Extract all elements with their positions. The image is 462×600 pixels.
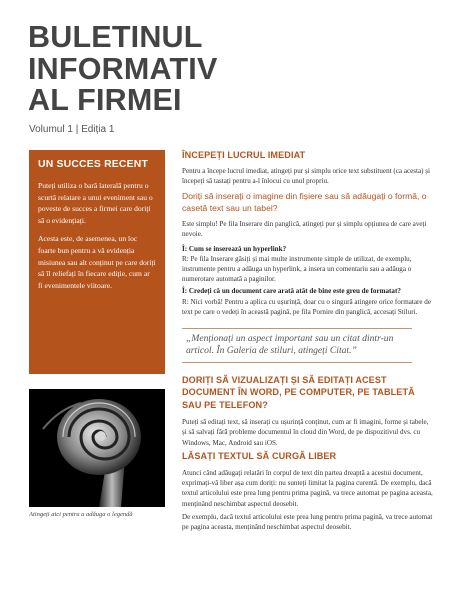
sidebar-paragraph-1: Puteți utiliza o bară laterală pentru o scurtă relatare a unui eveniment sau o poveste de succes a firmei care doriți să o evidențiați. — [38, 181, 153, 225]
newsletter-title[interactable] — [28, 22, 288, 117]
pull-quote[interactable] — [182, 328, 412, 363]
article-3-paragraph-1[interactable]: Atunci când adăugați relatări în corpul de text din partea dreaptă a acestui document, exprimați-vă liber așa cum doriți: nu sunteți limitat la pagina curentă. De exemplu, dacă textul articolului este prea lung pentru prima pagină, va trece automat pe pagina aceasta, menținând neschimbat aspectul deosebit. — [182, 469, 433, 508]
article-1-paragraph-2[interactable]: Este simplu! Pe fila Inserare din panglică, atingeți pur și simplu opțiunea de care aveți nevoie. — [182, 220, 427, 239]
article-2-heading[interactable]: DORIȚI SĂ VIZUALIZAȚI ȘI SĂ EDITAȚI ACEST DOCUMENT ÎN WORD, PE COMPUTER, PE TABLETĂ SAU PE TELEFON? — [182, 375, 415, 410]
sidebar-heading: UN SUCCES RECENT — [38, 159, 149, 170]
violin-scroll-photo[interactable] — [29, 389, 165, 507]
title-line-3: AL FIRMEI — [28, 83, 182, 117]
qa-answer-2[interactable]: R: Nici vorbă! Pentru a aplica cu ușurință, doar cu o singură atingere orice formatare de text pe care o vedeți în această pagină, pe fila Pornire din panglică, accesați Stiluri. — [182, 297, 431, 316]
article-1-subheading[interactable]: Doriți să inserați o imagine din fișiere sau să adăugați o formă, o casetă text sau un tabel? — [182, 191, 427, 213]
article-2 — [182, 374, 434, 448]
article-1-paragraph[interactable]: Pentru a începe lucrul imediat, atingeți pur și simplu orice text substituent (ca acesta) și începeți să tastați pentru a-l înlocui cu unul propriu. — [182, 167, 431, 186]
article-3-paragraph-2[interactable]: De exemplu, dacă textul articolului este prea lung pentru prima pagină, va trece automat pe pagina aceasta, menținând neschimbat aspectul deosebit. — [182, 512, 433, 532]
volume-issue-line[interactable]: Volumul 1 | Ediția 1 — [29, 124, 115, 135]
article-start — [182, 150, 434, 317]
article-3-heading[interactable]: LĂSAȚI TEXTUL SĂ CURGĂ LIBER — [182, 451, 337, 461]
photo-caption[interactable]: Atingeți aici pentru a adăuga o legendă — [29, 511, 133, 518]
qa-question-1[interactable]: Î: Cum se inserează un hyperlink? — [182, 244, 287, 253]
article-3 — [182, 451, 434, 532]
title-line-2: INFORMATIV — [28, 51, 218, 86]
article-2-paragraph[interactable]: Puteți să editați text, să inserați cu ușurință conținut, cum ar fi imagini, forme și tabele, și să salvați fără probleme documentul în cloud din Word, de pe dispozitivul dvs. cu Windows, Mac, Android sau iOS. — [182, 418, 429, 447]
qa-question-2[interactable]: Î: Credeți că un document care arată atât de bine este greu de formatat? — [182, 287, 401, 296]
article-1-heading[interactable]: ÎNCEPEȚI LUCRUL IMEDIAT — [182, 150, 306, 160]
sidebar-box[interactable] — [29, 150, 165, 374]
qa-answer-1[interactable]: R: Pe fila Inserare găsiți și mai multe instrumente simple de utilizat, de exemplu, instrumente pentru a adăuga un hyperlink, a insera un comentariu sau a adăuga o numerotare automată a paginilor. — [182, 254, 412, 284]
sidebar-paragraph-2: Acesta este, de asemenea, un loc foarte bun pentru a vă evidenția misiunea sau alt conținut pe care doriți să îl reliefați în fiecare ediție, cum ar fi evenimentele viitoare. — [38, 234, 156, 290]
title-line-1: BULETINUL — [28, 20, 203, 54]
pull-quote-text: „Menționați un aspect important sau un citat dintr-un articol. În Galeria de stiluri, atingeți Citat.” — [186, 333, 394, 357]
violin-scroll-icon — [29, 389, 165, 507]
